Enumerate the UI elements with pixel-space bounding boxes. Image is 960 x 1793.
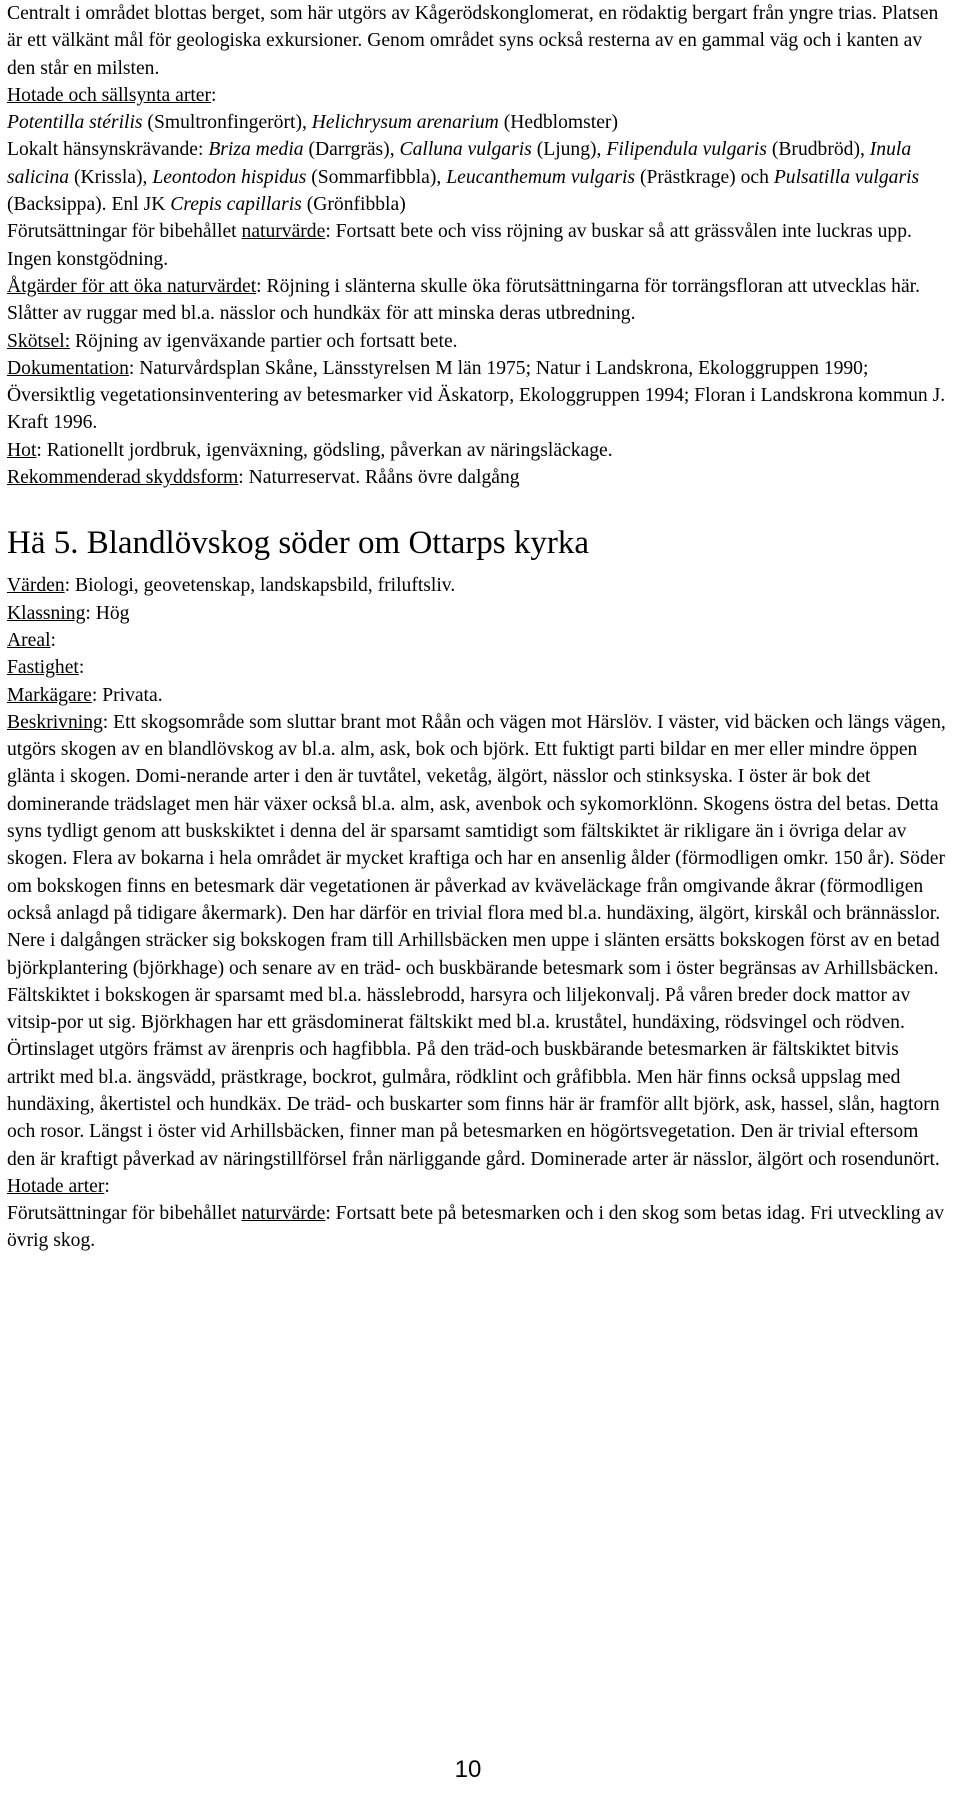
species-name: Inula salicina bbox=[7, 139, 912, 188]
fastighet-text: : bbox=[78, 657, 85, 679]
species-name: Crepis capillaris bbox=[170, 194, 302, 216]
varden-paragraph bbox=[7, 572, 947, 599]
beskrivning-label: Beskrivning bbox=[7, 711, 103, 733]
markagare-text: : Privata. bbox=[91, 684, 163, 706]
skyddsform-paragraph bbox=[7, 464, 947, 491]
skyddsform-text: : Naturreservat. Rååns övre dalgång bbox=[238, 467, 520, 489]
areal-text: : bbox=[50, 629, 56, 651]
naturvarde-label: naturvärde bbox=[241, 1203, 326, 1225]
skotsel-label: Skötsel: bbox=[7, 330, 71, 352]
rekommenderad-label: Rekommenderad bbox=[7, 467, 146, 489]
atgarder-text: : Röjning i slänterna skulle öka förutsättningarna för torrängsfloran att utvecklas här. Slåtter av ruggar med bl.a. nässlor och hundkäx för att minska deras utbredning. bbox=[7, 275, 920, 325]
hotade-arter-label: Hotade arter bbox=[7, 1175, 105, 1197]
species-name: Potentilla stérilis bbox=[7, 112, 143, 134]
section-spacer bbox=[7, 491, 947, 518]
skyddsform-label: skyddsform bbox=[145, 467, 239, 489]
skotsel-paragraph bbox=[7, 328, 947, 355]
species-name: Pulsatilla vulgaris bbox=[773, 166, 920, 188]
species-common: (Prästkrage) och bbox=[635, 166, 774, 188]
species-common: (Darrgräs), bbox=[303, 139, 400, 161]
hotade-sallsynta-paragraph bbox=[7, 82, 947, 137]
forutsattningar-paragraph-2 bbox=[7, 1200, 947, 1255]
klassning-paragraph bbox=[7, 600, 947, 627]
forutsattningar-paragraph bbox=[7, 218, 947, 273]
page-number: 10 bbox=[454, 1756, 482, 1783]
species-common: (Backsippa). Enl JK bbox=[7, 194, 171, 216]
dokumentation-label: Dokumentation bbox=[7, 357, 129, 379]
document-page bbox=[7, 0, 947, 1255]
forutsattningar-label: Förutsättningar för bibehållet bbox=[7, 1203, 242, 1225]
species-name: Briza media bbox=[208, 139, 304, 161]
hot-text: : Rationellt jordbruk, igenväxning, gödsling, påverkan av näringsläckage. bbox=[36, 439, 613, 461]
lokalt-paragraph bbox=[7, 136, 947, 218]
markagare-paragraph bbox=[7, 682, 947, 709]
hotade-sallsynta-label: Hotade och sällsynta arter bbox=[7, 84, 212, 106]
section-title: Hä 5. Blandlövskog söder om Ottarps kyrka bbox=[7, 525, 589, 562]
species-name: Leontodon hispidus bbox=[152, 166, 307, 188]
naturvardet-label: naturvärdet bbox=[166, 275, 257, 297]
hot-paragraph bbox=[7, 437, 947, 464]
label-colon: : bbox=[211, 84, 217, 106]
markagare-label: Markägare bbox=[7, 684, 92, 706]
intro-paragraph: Centralt i området blottas berget, som här utgörs av Kågerödskonglomerat, en rödaktig bergart från yngre trias. Platsen är ett välkänt mål för geologiska exkursioner. Genom området syns också resterna av en gammal väg och i kanten av den står en milsten. bbox=[7, 3, 939, 79]
species-name: Helichrysum arenarium bbox=[311, 112, 499, 134]
varden-text: : Biologi, geovetenskap, landskapsbild, friluftsliv. bbox=[64, 575, 456, 597]
species-common: (Sommarfibbla), bbox=[306, 166, 447, 188]
atgarder-paragraph bbox=[7, 273, 947, 328]
fastighet-paragraph bbox=[7, 654, 947, 681]
species-common: (Krissla), bbox=[69, 166, 153, 188]
species-name: Calluna vulgaris bbox=[399, 139, 532, 161]
hotade-arter-paragraph bbox=[7, 1173, 947, 1200]
species-common: (Ljung), bbox=[531, 139, 607, 161]
lokalt-label: Lokalt hänsynskrävande: bbox=[7, 139, 209, 161]
klassning-text: : Hög bbox=[85, 602, 130, 624]
skotsel-text: Röjning av igenväxande partier och fortsatt bete. bbox=[70, 330, 458, 352]
beskrivning-paragraph bbox=[7, 709, 947, 1173]
species-name: Filipendula vulgaris bbox=[606, 139, 767, 161]
naturvarde-label: naturvärde bbox=[241, 221, 326, 243]
klassning-label: Klassning bbox=[7, 602, 86, 624]
forutsattningar-label: Förutsättningar för bibehållet bbox=[7, 221, 242, 243]
atgarder-label: Åtgärder för att öka bbox=[7, 275, 167, 297]
species-common: (Smultronfingerört), bbox=[142, 112, 312, 134]
dokumentation-paragraph bbox=[7, 355, 947, 437]
species-name: Leucanthemum vulgaris bbox=[446, 166, 636, 188]
areal-label: Areal bbox=[7, 629, 51, 651]
species-common: (Brudbröd), bbox=[766, 139, 870, 161]
beskrivning-text: : Ett skogsområde som sluttar brant mot Råån och vägen mot Härslöv. I väster, vid bäcken och längs vägen, utgörs skogen av en blandlövskog av bl.a. alm, ask, bok och björk. Ett fuktigt parti bildar en mer eller mindre öppen glänta i skogen. Domi-nerande arter i den är tuvtåtel, veketåg, älgört, nässlor och stinksyska. I öster är bok det dominerande trädslaget men här växer också bl.a. alm, ask, avenbok och sykomorklönn. Skogens östra del betas. Detta syns tydligt genom att buskskiktet i denna del är sparsamt samtidigt som fältskiktet är rikligare än i övriga delar av skogen. Flera av bokarna i hela området är mycket kraftiga och har en ansenlig ålder (förmodligen omkr. 150 år). Söder om bokskogen finns en betesmark där vegetationen är påverkad av kväveläckage från omgivande åkrar (förmodligen också anlagd på tidigare åkermark). Den har därför en trivial flora med bl.a. hundäxing, älgört, kirskål och brännässlor. Nere i dalgången sträcker sig bokskogen fram till Arhillsbäcken men uppe i slänten ersätts bokskogen först av en betad björkplantering (björkhage) och senare av en träd- och buskbärande betesmark som i öster begränsas av Arhillsbäcken. Fältskiktet i bokskogen är sparsamt med bl.a. hässlebrodd, harsyra och liljekonvalj. På våren breder dock mattor av vitsip-por ut sig. Björkhagen har ett gräsdominerat fältskikt med bl.a. kruståtel, hundäxing, rödsvingel och rödven. Örtinslaget utgörs främst av ärenpris och hagfibbla. På den träd-och buskbärande betesmarken är fältskiktet bitvis artrikt med bl.a. ängsvädd, prästkrage, bockrot, gulmåra, rödklint och gråfibbla. Men här finns också uppslag med hundäxing, åkertistel och hundkäx. De träd- och buskarter som finns här är framför allt björk, ask, hassel, slån, hagtorn och rosor. Längst i öster vid Arhillsbäcken, finner man på betesmarken en högörtsvegetation. Den är trivial eftersom den är kraftigt påverkad av näringstillförsel från närliggande gård. Dominerade arter är nässlor, älgört och rosendunört. bbox=[7, 711, 946, 1170]
areal-paragraph bbox=[7, 627, 947, 654]
species-common: (Grönfibbla) bbox=[301, 194, 406, 216]
varden-label: Värden bbox=[7, 575, 65, 597]
forutsattningar-text: : Fortsatt bete på betesmarken och i den skog som betas idag. Fri utveckling av övrig skog. bbox=[7, 1203, 945, 1252]
dokumentation-text: : Naturvårdsplan Skåne, Länsstyrelsen M län 1975; Natur i Landskrona, Ekologgruppen 1990; Översiktlig vegetationsinventering av betesmarker vid Äskatorp, Ekologgruppen 1994; Floran i Landskrona kommun J. Kraft 1996. bbox=[7, 357, 946, 434]
document-body bbox=[7, 0, 947, 1255]
hot-label: Hot bbox=[7, 439, 37, 461]
species-common: (Hedblomster) bbox=[498, 112, 618, 134]
hotade-arter-text: : bbox=[104, 1175, 110, 1197]
fastighet-label: Fastighet bbox=[7, 657, 79, 679]
forutsattningar-text: : Fortsatt bete och viss röjning av buskar så att grässvålen inte luckras upp. Ingen konstgödning. bbox=[7, 221, 912, 270]
